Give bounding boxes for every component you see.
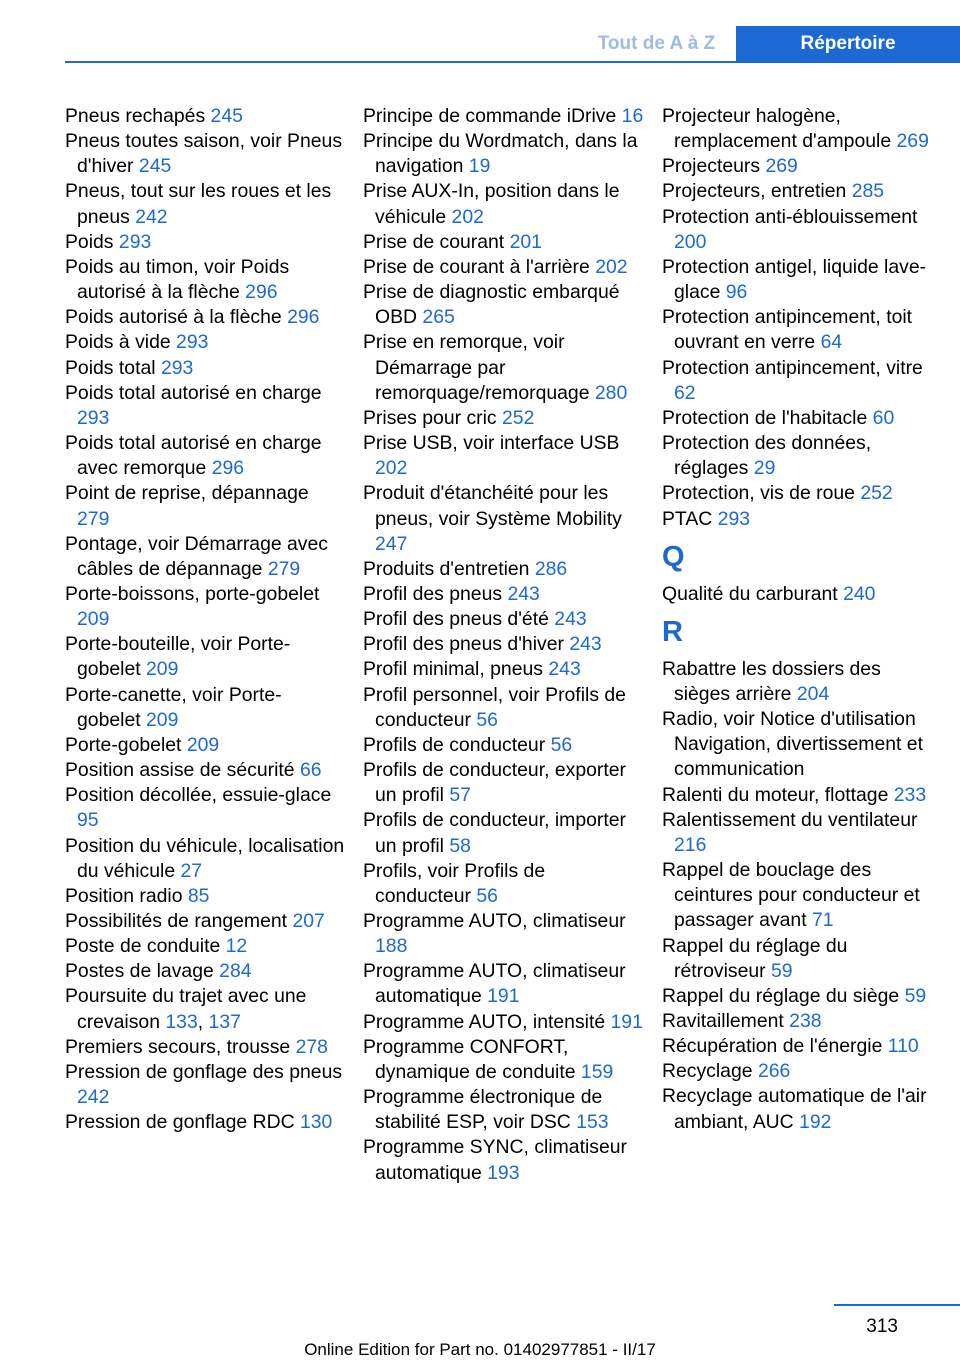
page-link[interactable]: 29 bbox=[753, 457, 776, 480]
index-term: Pneus toutes saison, voir Pneus d'hiver bbox=[65, 130, 343, 178]
page-link[interactable]: 243 bbox=[507, 582, 540, 605]
index-term: Protection, vis de roue bbox=[662, 482, 855, 505]
index-term: Pression de gonflage RDC bbox=[65, 1111, 295, 1134]
index-term: Position décollée, essuie-glace bbox=[65, 784, 332, 807]
index-entry bbox=[65, 1110, 345, 1135]
page-link[interactable]: 285 bbox=[851, 180, 885, 203]
page-link[interactable]: 209 bbox=[77, 608, 110, 631]
index-entry bbox=[65, 230, 345, 255]
index-term: Prise en remorque, voir Démarrage par remorquage/remorquage bbox=[363, 331, 590, 404]
index-term: Premiers secours, trousse bbox=[65, 1035, 291, 1058]
index-entry bbox=[363, 104, 645, 129]
index-term: Possibilités de rangement bbox=[65, 910, 288, 932]
page-link[interactable]: 200 bbox=[674, 230, 707, 253]
page-link[interactable]: 265 bbox=[422, 306, 455, 329]
index-term: Radio, voir Notice d'utilisation Navigation, divertissement et communication bbox=[662, 708, 923, 781]
index-entry bbox=[662, 205, 942, 255]
index-term: Programme CONFORT, dynamique de conduite bbox=[363, 1035, 576, 1083]
index-term: Postes de lavage bbox=[65, 960, 214, 983]
index-term: PTAC bbox=[662, 507, 713, 530]
index-term: Protection antigel, liquide lave-glace bbox=[662, 255, 927, 304]
index-entry bbox=[65, 959, 345, 984]
header-rule bbox=[65, 61, 960, 63]
index-entry bbox=[65, 582, 345, 632]
index-term: Récupération de l'énergie bbox=[662, 1035, 883, 1058]
index-term: Profil des pneus bbox=[363, 582, 503, 605]
index-term: Qualité du carburant bbox=[662, 582, 838, 605]
index-entry bbox=[363, 1010, 645, 1035]
index-entry bbox=[65, 632, 345, 682]
index-entry bbox=[363, 683, 645, 733]
index-term: Profil des pneus d'été bbox=[363, 608, 549, 631]
page-link[interactable]: 202 bbox=[451, 205, 484, 228]
page-link[interactable]: 58 bbox=[449, 834, 471, 857]
edition-footer: Online Edition for Part no. 01402977851 - II/17 bbox=[304, 1340, 656, 1359]
index-entry bbox=[65, 305, 345, 330]
index-entry bbox=[662, 1034, 942, 1059]
index-term: Porte-bouteille, voir Porte-gobelet bbox=[65, 633, 291, 681]
index-term: Programme AUTO, climatiseur bbox=[363, 910, 626, 932]
page-link[interactable]: 95 bbox=[77, 809, 99, 832]
page-link[interactable]: 269 bbox=[765, 155, 798, 178]
page-link[interactable]: 245 bbox=[210, 105, 243, 127]
index-entry bbox=[363, 557, 645, 582]
index-term: Pontage, voir Démarrage avec câbles de dépannage bbox=[65, 532, 328, 580]
index-term: Prise de courant bbox=[363, 230, 505, 253]
page-link[interactable]: 59 bbox=[904, 984, 927, 1007]
page-link[interactable]: 252 bbox=[502, 406, 535, 429]
page-link[interactable]: 279 bbox=[267, 557, 301, 580]
index-entry bbox=[65, 255, 345, 305]
page-link[interactable]: 202 bbox=[375, 457, 408, 480]
page-link[interactable]: 247 bbox=[375, 532, 408, 555]
index-entry bbox=[65, 129, 345, 179]
index-term: Protection des données, réglages bbox=[662, 432, 872, 480]
index-term: Poids total bbox=[65, 356, 156, 379]
page-link[interactable]: 27 bbox=[180, 859, 203, 882]
index-term: Poids au timon, voir Poids autorisé à la flèche bbox=[65, 255, 290, 304]
index-entry bbox=[363, 859, 645, 909]
index-entry bbox=[363, 808, 645, 858]
index-entry bbox=[65, 909, 345, 934]
index-term: Profils de conducteur, importer un profil bbox=[363, 809, 626, 857]
index-term: Prise de diagnostic embarqué OBD bbox=[363, 281, 620, 329]
index-entry bbox=[662, 154, 942, 179]
page-link[interactable]: 278 bbox=[295, 1035, 328, 1058]
index-entry bbox=[363, 280, 645, 330]
index-term: Projecteur halogène, remplacement d'ampoule bbox=[662, 105, 892, 153]
index-term: Position assise de sécurité bbox=[65, 759, 295, 782]
index-entry bbox=[662, 858, 942, 933]
index-entry bbox=[65, 758, 345, 783]
index-entry bbox=[662, 1009, 942, 1034]
page-link[interactable]: 137 bbox=[208, 1010, 241, 1033]
page-link[interactable]: 286 bbox=[534, 557, 568, 580]
page-link[interactable]: 245 bbox=[138, 155, 172, 178]
index-term: Rappel du réglage du rétroviseur bbox=[662, 934, 848, 982]
index-entry bbox=[662, 984, 942, 1009]
page-link[interactable]: 133 bbox=[165, 1010, 198, 1033]
page-link[interactable]: 12 bbox=[225, 935, 248, 958]
page-link[interactable]: 188 bbox=[375, 935, 408, 958]
index-entry bbox=[65, 733, 345, 758]
page-link[interactable]: 293 bbox=[176, 331, 209, 354]
index-term: Programme AUTO, intensité bbox=[363, 1010, 606, 1033]
page-link[interactable]: 242 bbox=[135, 205, 168, 228]
index-entry bbox=[662, 305, 942, 355]
page-link[interactable]: 57 bbox=[449, 784, 471, 807]
page-link[interactable]: 296 bbox=[211, 457, 245, 480]
page-link[interactable]: 202 bbox=[595, 255, 628, 278]
index-entry bbox=[662, 808, 942, 858]
index-entry bbox=[662, 179, 942, 204]
index-entry bbox=[363, 1085, 645, 1135]
index-entry bbox=[65, 1035, 345, 1060]
index-entry bbox=[363, 959, 645, 1009]
index-term: Prise de courant à l'arrière bbox=[363, 255, 590, 278]
page-link[interactable]: 209 bbox=[146, 658, 179, 681]
index-entry bbox=[65, 934, 345, 959]
index-term: Porte-gobelet bbox=[65, 733, 182, 756]
index-term: Programme électronique de stabilité ESP, voir DSC bbox=[363, 1086, 603, 1134]
index-letter: Q bbox=[662, 540, 685, 573]
index-term: Poids total autorisé en charge bbox=[65, 381, 322, 404]
index-entry bbox=[363, 431, 645, 481]
index-term: Porte-canette, voir Porte-gobelet bbox=[65, 683, 282, 731]
page-link[interactable]: 159 bbox=[580, 1060, 614, 1083]
page-link[interactable]: 56 bbox=[476, 708, 498, 731]
footer-rule bbox=[834, 1304, 960, 1306]
page-link[interactable]: 153 bbox=[576, 1111, 609, 1134]
page-link[interactable]: 96 bbox=[725, 281, 748, 304]
index-entry bbox=[662, 255, 942, 305]
page-link[interactable]: 192 bbox=[799, 1110, 832, 1133]
index-entry bbox=[662, 1059, 942, 1084]
section-tab[interactable]: Tout de A à Z bbox=[597, 33, 716, 54]
page-link[interactable]: 238 bbox=[789, 1010, 822, 1032]
page-link[interactable]: 209 bbox=[146, 708, 179, 731]
index-term: Poste de conduite bbox=[65, 935, 221, 958]
index-entry bbox=[65, 431, 345, 481]
index-entry bbox=[662, 356, 942, 406]
page-link[interactable]: 243 bbox=[569, 633, 602, 656]
index-entry bbox=[363, 406, 645, 431]
index-entry bbox=[363, 179, 645, 229]
index-entry bbox=[65, 884, 345, 909]
page-link[interactable]: 280 bbox=[594, 381, 628, 404]
index-term: Poids autorisé à la flèche bbox=[65, 306, 282, 329]
index-entry bbox=[363, 255, 645, 280]
index-entry bbox=[662, 481, 942, 506]
index-term: Prise AUX-In, position dans le véhicule bbox=[363, 180, 620, 228]
index-term: Profil minimal, pneus bbox=[363, 658, 543, 681]
index-entry bbox=[662, 934, 942, 984]
page-link[interactable]: 66 bbox=[299, 759, 322, 782]
index-entry bbox=[363, 1035, 645, 1085]
page-link[interactable]: 110 bbox=[887, 1035, 919, 1058]
index-term: Recyclage automatique de l'air ambiant, AUC bbox=[662, 1085, 927, 1133]
index-term: Prises pour cric bbox=[363, 406, 497, 429]
index-term: Ravitaillement bbox=[662, 1010, 784, 1032]
index-entry bbox=[363, 582, 645, 607]
index-term: Principe de commande iDrive bbox=[363, 105, 617, 127]
index-entry bbox=[65, 481, 345, 531]
page-number: 313 bbox=[866, 1316, 898, 1337]
page-link[interactable]: 56 bbox=[550, 733, 573, 756]
index-term: Ralenti du moteur, flottage bbox=[662, 783, 889, 806]
index-term: Protection de l'habitacle bbox=[662, 406, 868, 429]
index-column-3 bbox=[662, 104, 942, 1135]
page-link[interactable]: 193 bbox=[487, 1161, 520, 1184]
index-entry bbox=[65, 179, 345, 229]
index-entry bbox=[65, 1060, 345, 1110]
index-term: Rappel du réglage du siège bbox=[662, 984, 900, 1007]
page-link[interactable]: 19 bbox=[468, 155, 491, 178]
page-link[interactable]: 16 bbox=[621, 105, 644, 127]
index-entry bbox=[65, 783, 345, 833]
page-link[interactable]: 252 bbox=[860, 482, 893, 505]
page-link[interactable]: 279 bbox=[77, 507, 110, 530]
active-section-tab[interactable]: Répertoire bbox=[736, 26, 960, 61]
index-term: Position du véhicule, localisation du véhicule bbox=[65, 834, 345, 882]
index-term: Point de reprise, dépannage bbox=[65, 482, 309, 505]
index-entry bbox=[662, 1084, 942, 1134]
index-term: Protection antipincement, vitre bbox=[662, 356, 923, 379]
page-link[interactable]: 191 bbox=[610, 1010, 643, 1033]
index-term: Pneus rechapés bbox=[65, 105, 206, 127]
index-entry bbox=[363, 129, 645, 179]
page-link[interactable]: 62 bbox=[674, 381, 696, 404]
page-link[interactable]: 269 bbox=[896, 130, 929, 153]
page-link[interactable]: 243 bbox=[554, 608, 587, 631]
index-term: Profil personnel, voir Profils de conducteur bbox=[363, 683, 626, 731]
index-entry bbox=[662, 431, 942, 481]
page-link[interactable]: 284 bbox=[219, 960, 252, 983]
index-term: Projecteurs, entretien bbox=[662, 180, 847, 203]
index-column-1 bbox=[65, 104, 345, 1135]
page-link[interactable]: 191 bbox=[487, 985, 520, 1008]
index-entry bbox=[662, 406, 942, 431]
page-link[interactable]: 85 bbox=[187, 884, 210, 907]
page-link[interactable]: 243 bbox=[548, 658, 581, 681]
page-link[interactable]: 240 bbox=[843, 582, 876, 605]
index-term: Pneus, tout sur les roues et les pneus bbox=[65, 180, 332, 228]
index-entry bbox=[363, 657, 645, 682]
index-entry bbox=[363, 909, 645, 959]
page-link[interactable]: 64 bbox=[820, 331, 843, 354]
index-entry bbox=[363, 230, 645, 255]
page-link[interactable]: 56 bbox=[476, 884, 498, 907]
index-term: Principe du Wordmatch, dans la navigation bbox=[363, 130, 638, 178]
index-entry bbox=[662, 582, 942, 607]
page-link[interactable]: 296 bbox=[287, 306, 320, 329]
index-term: Rabattre les dossiers des sièges arrière bbox=[662, 657, 881, 705]
index-entry bbox=[65, 532, 345, 582]
index-entry bbox=[363, 607, 645, 632]
page-link[interactable]: 201 bbox=[509, 230, 542, 253]
page-link[interactable]: 242 bbox=[77, 1086, 110, 1109]
index-entry bbox=[65, 381, 345, 431]
index-term: Prise USB, voir interface USB bbox=[363, 432, 620, 455]
index-term: Produit d'étanchéité pour les pneus, voir Système Mobility bbox=[363, 482, 622, 530]
index-term: Position radio bbox=[65, 884, 183, 907]
page-link[interactable]: 209 bbox=[186, 733, 220, 756]
page-link[interactable]: 296 bbox=[245, 281, 278, 304]
index-entry bbox=[662, 104, 942, 154]
index-entry bbox=[65, 834, 345, 884]
page-link[interactable]: 293 bbox=[717, 507, 751, 530]
page-link[interactable]: 71 bbox=[811, 909, 834, 932]
index-term: Poids à vide bbox=[65, 331, 171, 354]
index-entry bbox=[363, 632, 645, 657]
index-letter: R bbox=[662, 615, 683, 648]
index-entry bbox=[363, 733, 645, 758]
page-link[interactable]: 293 bbox=[118, 230, 152, 253]
index-entry bbox=[65, 330, 345, 355]
index-entry bbox=[363, 1135, 645, 1185]
index-entry bbox=[662, 707, 942, 782]
index-term: Poids bbox=[65, 230, 114, 253]
index-term: Poursuite du trajet avec une crevaison bbox=[65, 985, 307, 1033]
index-column-2 bbox=[363, 104, 645, 1186]
index-entry bbox=[662, 657, 942, 707]
index-term: Recyclage bbox=[662, 1060, 753, 1083]
index-term: Rappel de bouclage des ceintures pour conducteur et passager avant bbox=[662, 859, 920, 932]
index-entry: Poursuite du trajet avec une crevaison 133, 137 bbox=[65, 985, 307, 1033]
index-entry bbox=[363, 330, 645, 405]
index-entry bbox=[662, 507, 942, 532]
page-link[interactable]: 60 bbox=[872, 406, 895, 429]
page-link[interactable]: 216 bbox=[674, 833, 707, 856]
page-link[interactable]: 293 bbox=[77, 406, 110, 429]
index-term: Protection antipincement, toit ouvrant en verre bbox=[662, 306, 913, 354]
page-link[interactable]: 266 bbox=[757, 1060, 791, 1083]
index-term: Profils de conducteur, exporter un profil bbox=[363, 759, 626, 807]
page-link[interactable]: 233 bbox=[893, 783, 927, 806]
index-entry bbox=[363, 481, 645, 556]
page-link[interactable]: 59 bbox=[771, 959, 793, 982]
page-link[interactable]: 130 bbox=[299, 1111, 333, 1134]
index-term: Profil des pneus d'hiver bbox=[363, 633, 564, 656]
index-term: Profils, voir Profils de conducteur bbox=[363, 859, 546, 907]
index-term: Ralentissement du ventilateur bbox=[662, 808, 918, 831]
index-term: Produits d'entretien bbox=[363, 557, 530, 580]
index-term: Profils de conducteur bbox=[363, 733, 546, 756]
index-term: Poids total autorisé en charge avec remorque bbox=[65, 432, 322, 480]
page-link[interactable]: 207 bbox=[292, 910, 325, 932]
index-term: Protection anti-éblouissement bbox=[662, 205, 918, 228]
index-term: Pression de gonflage des pneus bbox=[65, 1060, 343, 1083]
page-link[interactable]: 204 bbox=[796, 682, 830, 705]
index-term: Programme SYNC, climatiseur automatique bbox=[363, 1136, 627, 1184]
page-link[interactable]: 293 bbox=[160, 356, 194, 379]
index-entry bbox=[65, 104, 345, 129]
index-entry bbox=[65, 683, 345, 733]
index-entry bbox=[363, 758, 645, 808]
index-term: Porte-boissons, porte-gobelet bbox=[65, 582, 320, 605]
index-entry bbox=[662, 783, 942, 808]
index-term: Projecteurs bbox=[662, 155, 761, 178]
index-entry bbox=[65, 356, 345, 381]
index-term: Programme AUTO, climatiseur automatique bbox=[363, 960, 626, 1008]
